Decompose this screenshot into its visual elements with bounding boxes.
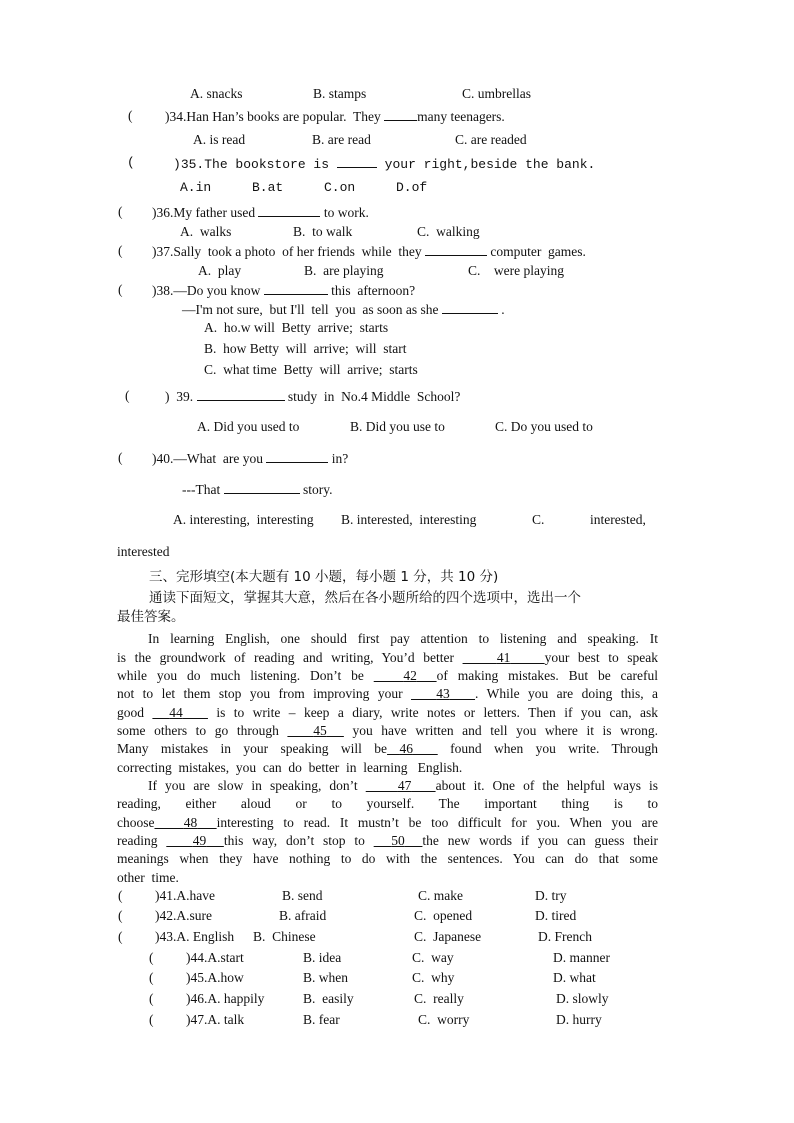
q36-paren[interactable]: (: [118, 204, 123, 219]
section-instructions: 通读下面短文，掌握其大意，然后在各小题所给的四个选项中，选出一个: [149, 590, 581, 606]
passage-line-7: Many mistakes in your speaking will be 46 found when you write. Through: [117, 741, 659, 756]
q44-option-c: C. way: [412, 950, 454, 965]
q40-paren[interactable]: (: [118, 450, 123, 465]
blank-43[interactable]: 43: [436, 686, 450, 701]
q33-option-c: C. umbrellas: [462, 86, 531, 101]
passage-line-3: while you do much listening. Don’t be 42 of making mistakes. But be careful: [117, 668, 659, 683]
blank-50[interactable]: 50: [391, 833, 405, 848]
q41-num: )41.A.have: [155, 888, 215, 903]
q39-option-c: C. Do you used to: [495, 419, 593, 434]
q46-option-b: B. easily: [303, 991, 354, 1006]
q46-option-d: D. slowly: [556, 991, 609, 1006]
q38-option-a: A. ho.w will Betty arrive; starts: [204, 320, 389, 335]
q34-paren[interactable]: (: [128, 108, 133, 123]
blank-41[interactable]: 41: [496, 650, 511, 665]
q43-option-c: C. Japanese: [414, 929, 482, 944]
q44-option-b: B. idea: [303, 950, 342, 965]
q35-question: )35.The bookstore is your right,beside the bank.: [173, 154, 595, 174]
q40-option-c: interested,: [590, 512, 646, 527]
q47-paren[interactable]: (: [149, 1012, 154, 1027]
q41-option-d: D. try: [535, 888, 567, 903]
q37-option-a: A. play: [198, 263, 242, 278]
q34-option-c: C. are readed: [455, 132, 527, 147]
q37-option-c: C. were playing: [468, 263, 564, 278]
q46-paren[interactable]: (: [149, 991, 154, 1006]
q40-option-c-wrap: interested: [117, 544, 170, 559]
q45-option-b: B. when: [303, 970, 348, 985]
q42-num: )42.A.sure: [155, 908, 212, 923]
section-title: 三、完形填空(本大题有 10 小题，每小题 1 分，共 10 分): [149, 569, 499, 585]
q34-question: )34.Han Han’s books are popular. They many teenagers.: [165, 109, 505, 124]
blank-45[interactable]: 45: [313, 723, 327, 738]
q34-option-b: B. are read: [312, 132, 371, 147]
q42-option-c: C. opened: [414, 908, 473, 923]
q34-option-a: A. is read: [193, 132, 246, 147]
passage-line-14: other time.: [117, 870, 179, 885]
passage-line-11: choose 48 interesting to read. It mustn’t be too difficult for you. When you are: [117, 815, 659, 830]
q35-option-c: C.on: [324, 180, 356, 195]
q41-option-c: C. make: [418, 888, 463, 903]
section-instructions-cont: 最佳答案。: [117, 609, 185, 625]
q37-paren[interactable]: (: [118, 243, 123, 258]
q36-option-c: C. walking: [417, 224, 480, 239]
q40-option-c-label: C.: [532, 512, 545, 527]
blank-48[interactable]: 48: [183, 815, 198, 830]
q43-num: )43.A. English: [155, 929, 235, 944]
q42-option-d: D. tired: [535, 908, 577, 923]
q45-option-d: D. what: [553, 970, 596, 985]
passage-line-2: is the groundwork of reading and writing, You’d better 41 your best to speak: [117, 650, 659, 665]
q42-option-b: B. afraid: [279, 908, 327, 923]
q40-option-a: A. interesting, interesting: [173, 512, 314, 527]
q38-option-b: B. how Betty will arrive; will start: [204, 341, 407, 356]
q33-option-a: A. snacks: [190, 86, 243, 101]
q37-question: )37.Sally took a photo of her friends while they computer games.: [152, 244, 586, 259]
passage-line-9: If you are slow in speaking, don’t 47 about it. One of the helpful ways is: [148, 778, 659, 793]
q47-num: )47.A. talk: [186, 1012, 245, 1027]
q36-question: )36.My father used to work.: [152, 205, 369, 220]
q38-question: )38.—Do you know this afternoon?: [152, 283, 416, 298]
q45-option-c: C. why: [412, 970, 455, 985]
q38-option-c: C. what time Betty will arrive; starts: [204, 362, 418, 377]
q40-question: )40.—What are you in?: [152, 451, 349, 466]
q45-paren[interactable]: (: [149, 970, 154, 985]
q41-paren[interactable]: (: [118, 888, 123, 903]
blank-44[interactable]: 44: [169, 705, 183, 720]
q39-option-a: A. Did you used to: [197, 419, 300, 434]
passage-line-13: meanings when they have nothing to do with the sentences. You can do that some: [117, 851, 658, 866]
q37-option-b: B. are playing: [304, 263, 384, 278]
q38-response: —I'm not sure, but I'll tell you as soon as she .: [182, 302, 505, 317]
blank-47[interactable]: 47: [397, 778, 412, 793]
q33-option-b: B. stamps: [313, 86, 367, 101]
q39-question: ) 39. study in No.4 Middle School?: [165, 389, 461, 404]
q47-option-b: B. fear: [303, 1012, 340, 1027]
passage-line-6: some others to go through 45 you have written and tell you where it is wrong.: [117, 723, 659, 738]
q44-paren[interactable]: (: [149, 950, 154, 965]
q36-option-b: B. to walk: [293, 224, 353, 239]
passage-line-5: good 44 is to write – keep a diary, write notes or letters. Then if you can, ask: [117, 705, 659, 720]
q44-num: )44.A.start: [186, 950, 244, 965]
q42-paren[interactable]: (: [118, 908, 123, 923]
q46-option-c: C. really: [414, 991, 464, 1006]
q35-option-a: A.in: [180, 180, 212, 195]
q41-option-b: B. send: [282, 888, 323, 903]
q35-option-d: D.of: [396, 180, 428, 195]
q38-paren[interactable]: (: [118, 282, 123, 297]
passage-line-8: correcting mistakes, you can do better in learning English.: [117, 760, 463, 775]
q39-paren[interactable]: (: [125, 388, 130, 403]
q44-option-d: D. manner: [553, 950, 610, 965]
passage-line-4: not to let them stop you from improving your 43 . While you are doing this, a: [117, 686, 659, 701]
blank-42[interactable]: 42: [403, 668, 417, 683]
q40-option-b: B. interested, interesting: [341, 512, 477, 527]
q39-option-b: B. Did you use to: [350, 419, 445, 434]
q45-num: )45.A.how: [186, 970, 244, 985]
q43-option-d: D. French: [538, 929, 592, 944]
passage-line-1: In learning English, one should first pay attention to listening and speaking. It: [148, 631, 658, 646]
q43-option-b: B. Chinese: [253, 929, 316, 944]
blank-49[interactable]: 49: [192, 833, 207, 848]
q47-option-d: D. hurry: [556, 1012, 602, 1027]
passage-line-10: reading, either aloud or to yourself. The important thing is to: [117, 796, 658, 811]
blank-46[interactable]: 46: [399, 741, 413, 756]
q43-paren[interactable]: (: [118, 929, 123, 944]
q47-option-c: C. worry: [418, 1012, 470, 1027]
q36-option-a: A. walks: [180, 224, 232, 239]
q35-paren[interactable]: (: [127, 155, 135, 170]
passage-line-12: reading 49 this way, don’t stop to 50 the new words if you can guess their: [117, 833, 659, 848]
q46-num: )46.A. happily: [186, 991, 265, 1006]
q35-option-b: B.at: [252, 180, 284, 195]
q40-response: ---That story.: [182, 482, 333, 497]
